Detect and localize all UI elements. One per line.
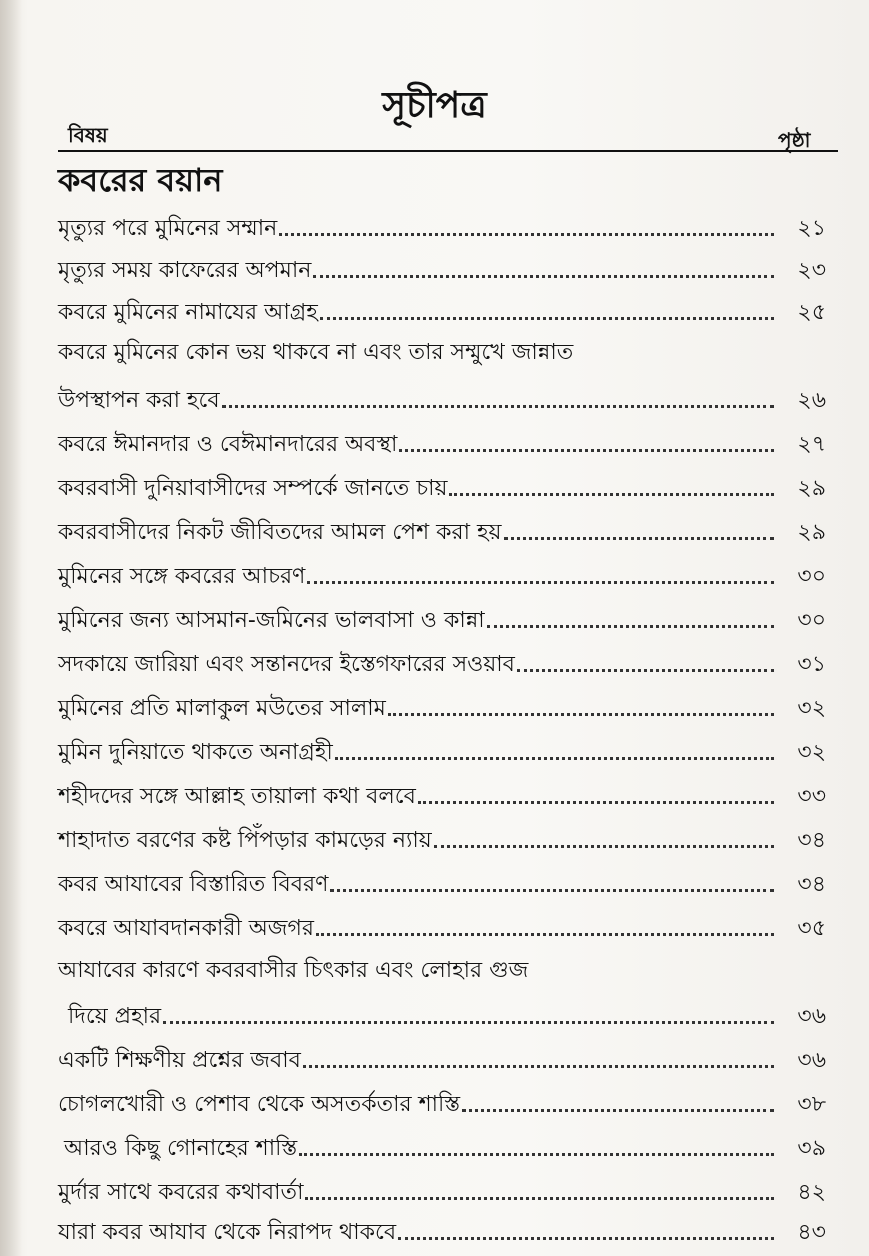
toc-entry-title: কবরবাসীদের নিকট জীবিতদের আমল পেশ করা হয় <box>58 520 502 545</box>
dot-leader <box>307 581 774 584</box>
dot-leader <box>299 1153 774 1156</box>
column-header-page: পৃষ্ঠা <box>778 128 811 152</box>
toc-entry <box>58 688 826 724</box>
toc-entry <box>58 1040 826 1076</box>
toc-entry <box>58 1084 826 1120</box>
toc-entry-page: ৩২ <box>797 740 826 765</box>
toc-entry-page: ২৬ <box>797 388 826 413</box>
toc-entry <box>58 776 826 812</box>
dot-leader <box>316 933 774 936</box>
dot-leader <box>462 1109 774 1112</box>
toc-entry-page: ২৩ <box>797 258 826 283</box>
toc-entry-page: ৩০ <box>797 608 826 633</box>
dot-leader <box>163 1021 774 1024</box>
toc-entry-page: ২৭ <box>797 432 826 457</box>
toc-entry-title: আরও কিছু গোনাহের শাস্তি <box>64 1136 298 1161</box>
toc-entry <box>58 424 826 460</box>
toc-entry <box>58 1128 826 1164</box>
toc-entry-title: যারা কবর আযাব থেকে নিরাপদ থাকবে <box>58 1220 397 1245</box>
dot-leader <box>487 625 774 628</box>
toc-entry-page: ৪২ <box>797 1180 826 1205</box>
dot-leader <box>388 713 774 716</box>
toc-entry-title-continued: উপস্থাপন করা হবে <box>58 388 220 413</box>
dot-leader <box>305 1197 774 1200</box>
page-title: সূচীপত্র <box>382 85 487 126</box>
toc-entry-page: ৩০ <box>797 564 826 589</box>
toc-entry-title: চোগলখোরী ও পেশাব থেকে অসতর্কতার শাস্তি <box>58 1092 461 1117</box>
toc-entry-page: ২১ <box>797 216 826 241</box>
toc-entry-title: আযাবের কারণে কবরবাসীর চিৎকার এবং লোহার গুজ <box>58 958 529 983</box>
toc-entry-title: শহীদদের সঙ্গে আল্লাহ তায়ালা কথা বলবে <box>58 784 416 809</box>
dot-leader <box>330 889 774 892</box>
dot-leader <box>303 1065 774 1068</box>
toc-entry-title: মুমিনের প্রতি মালাকুল মউতের সালাম <box>58 696 386 721</box>
toc-entry-title: কবরে মুমিনের নামাযের আগ্রহ <box>58 300 318 325</box>
dot-leader <box>313 275 774 278</box>
dot-leader <box>434 845 774 848</box>
toc-entry-title: একটি শিক্ষণীয় প্রশ্নের জবাব <box>58 1048 301 1073</box>
toc-entry-title: মৃত্যুর পরে মুমিনের সম্মান <box>58 216 278 241</box>
dot-leader <box>320 317 774 320</box>
toc-entry-page: ২৯ <box>797 520 826 545</box>
toc-entry <box>58 1212 826 1248</box>
toc-entry-page: ৪৩ <box>797 1220 826 1245</box>
toc-entry <box>58 732 826 768</box>
toc-entry <box>58 820 826 856</box>
dot-leader <box>335 757 774 760</box>
toc-entry <box>58 250 826 286</box>
dot-leader <box>504 537 774 540</box>
toc-entry <box>58 380 826 416</box>
toc-entry <box>58 556 826 592</box>
toc-entry <box>58 512 826 548</box>
toc-entry <box>58 996 826 1032</box>
toc-entry-title: মুমিনের জন্য আসমান-জমিনের ভালবাসা ও কান্না <box>58 608 485 633</box>
toc-entry-page: ৩৬ <box>797 1048 826 1073</box>
dot-leader <box>222 405 774 408</box>
dot-leader <box>399 449 774 452</box>
toc-entry <box>58 908 826 944</box>
toc-entry-title: মুর্দার সাথে কবরের কথাবার্তা <box>58 1180 304 1205</box>
toc-entry-page: ২৫ <box>797 300 826 325</box>
dot-leader <box>398 1237 774 1240</box>
dot-leader <box>279 233 774 236</box>
toc-entry-title: কবরে ঈমানদার ও বেঈমানদারের অবস্থা <box>58 432 398 457</box>
toc-entry-title: কবরবাসী দুনিয়াবাসীদের সম্পর্কে জানতে চায় <box>58 476 448 501</box>
toc-entry-title: কবরে আযাবদানকারী অজগর <box>58 916 315 941</box>
toc-entry-page: ২৯ <box>797 476 826 501</box>
toc-entry <box>58 600 826 636</box>
dot-leader <box>449 493 774 496</box>
toc-entry-page: ৩৫ <box>797 916 826 941</box>
toc-entry <box>58 864 826 900</box>
toc-entry-page: ৩৯ <box>797 1136 826 1161</box>
toc-entry-page: ৩৮ <box>797 1092 826 1117</box>
toc-entry-title: সদকায়ে জারিয়া এবং সন্তানদের ইস্তেগফারের সওয়াব <box>58 652 515 677</box>
section-heading: কবরের বয়ান <box>58 161 223 199</box>
toc-entry-title: মৃত্যুর সময় কাফেরের অপমান <box>58 258 312 283</box>
toc-entry-page: ৩৩ <box>797 784 826 809</box>
toc-entry-title: কবরে মুমিনের কোন ভয় থাকবে না এবং তার সম্মুখে জান্নাত <box>58 340 574 365</box>
toc-entry-page: ৩২ <box>797 696 826 721</box>
toc-entry <box>58 644 826 680</box>
toc-entry <box>58 468 826 504</box>
column-header-subject: বিষয় <box>68 123 108 147</box>
dot-leader <box>418 801 774 804</box>
toc-entry-title: কবর আযাবের বিস্তারিত বিবরণ <box>58 872 329 897</box>
toc-entry-page: ৩৪ <box>797 828 826 853</box>
toc-entry <box>58 292 826 328</box>
toc-entry-title: শাহাদাত বরণের কষ্ট পিঁপড়ার কামড়ের ন্যায় <box>58 828 432 853</box>
toc-entry <box>58 208 826 244</box>
toc-entry-page: ৩৪ <box>797 872 826 897</box>
toc-entry <box>58 1172 826 1208</box>
dot-leader <box>517 669 774 672</box>
toc-entry-page: ৩৬ <box>797 1004 826 1029</box>
toc-entry-page: ৩১ <box>797 652 826 677</box>
toc-entry-title: মুমিন দুনিয়াতে থাকতে অনাগ্রহী <box>58 740 333 765</box>
toc-entry-title: মুমিনের সঙ্গে কবরের আচরণ <box>58 564 306 589</box>
toc-entry-title-continued: দিয়ে প্রহার <box>68 1004 162 1029</box>
